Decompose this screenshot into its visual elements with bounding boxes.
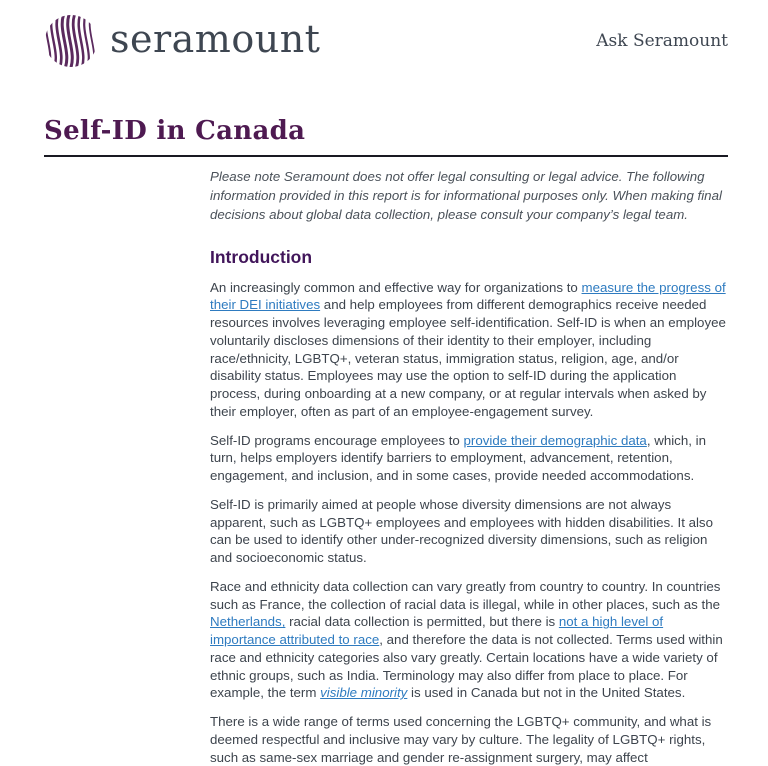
paragraph-text: There is a wide range of terms used concerning the LGBTQ+ community, and what is deemed respectful and inclusive may vary by culture. The legality of LGBTQ+ rights, such as same-sex marriage and gender re-assignment surgery, may affect (210, 714, 712, 765)
paragraph-text: Self-ID is primarily aimed at people whose diversity dimensions are not always apparent, such as LGBTQ+ employees and employees with hidden disabilities. It also can be used to identify other under-recognized diversity dimensions, such as religion and socioeconomic status. (210, 496, 713, 566)
paragraph-text: racial data collection is permitted, but there is (285, 614, 559, 630)
site-header (44, 0, 728, 70)
paragraph-text: and help employees from different demographics receive needed resources involves leveraging employee self-identification. Self-ID is when an employee voluntarily discloses dimensions of their identity to their employer, including race/ethnicity, LGBTQ+, veteran status, immigration status, religion, age, and/or disability status. Employees may use the option to self-ID during the application process, during onboarding at a new company, or at regular intervals when asked by their employer, often as part of an employee-engagement survey. (210, 297, 726, 419)
paragraph-text: is used in Canada but not in the United States. (407, 685, 686, 701)
paragraph-text: Race and ethnicity data collection can vary greatly from country to country. In countries such as France, the collection of racial data is illegal, while in other places, such as the (210, 578, 721, 612)
inline-text-link[interactable]: provide their demographic data (463, 432, 647, 448)
inline-text-link[interactable]: measure the progress of their DEI initiatives (210, 279, 726, 313)
ask-seramount-link[interactable]: Ask Seramount (596, 31, 728, 51)
section-heading-introduction: Introduction (210, 246, 313, 267)
intro-paragraph-3 (210, 496, 727, 567)
intro-paragraph-1 (210, 279, 727, 421)
paragraph-text: , which, in turn, helps employers identify barriers to employment, advancement, retention, engagement, and inclusion, and in some cases, provide needed accommodations. (210, 432, 706, 484)
intro-paragraph-4 (210, 578, 727, 702)
paragraph-text: , and therefore the data is not collected. Terms used within race and ethnicity categories also vary greatly. Certain locations have a wide variety of ethnic groups, such as India. Terminology may also differ from place to place. For example, the term (210, 632, 723, 701)
article-content (210, 168, 727, 766)
intro-paragraph-5 (210, 713, 727, 766)
title-divider (44, 155, 728, 157)
inline-text-link[interactable]: visible minority (320, 685, 408, 701)
inline-text-link[interactable]: Netherlands, (210, 614, 286, 630)
seramount-wordmark: seramount (110, 17, 321, 61)
page-title: Self-ID in Canada (44, 116, 306, 146)
inline-text-link[interactable]: not a high level of importance attributed to race (210, 614, 664, 648)
legal-disclaimer: Please note Seramount does not offer legal consulting or legal advice. The following information provided in this report is for informational purposes only. When making final decisions about global data collection, please consult your company’s legal team. (210, 169, 722, 222)
paragraph-text: An increasingly common and effective way for organizations to (210, 279, 582, 295)
intro-paragraph-2 (210, 432, 727, 485)
seramount-swirl-icon (44, 14, 98, 68)
seramount-logo[interactable] (44, 14, 320, 68)
paragraph-text: Self-ID programs encourage employees to (210, 432, 464, 448)
